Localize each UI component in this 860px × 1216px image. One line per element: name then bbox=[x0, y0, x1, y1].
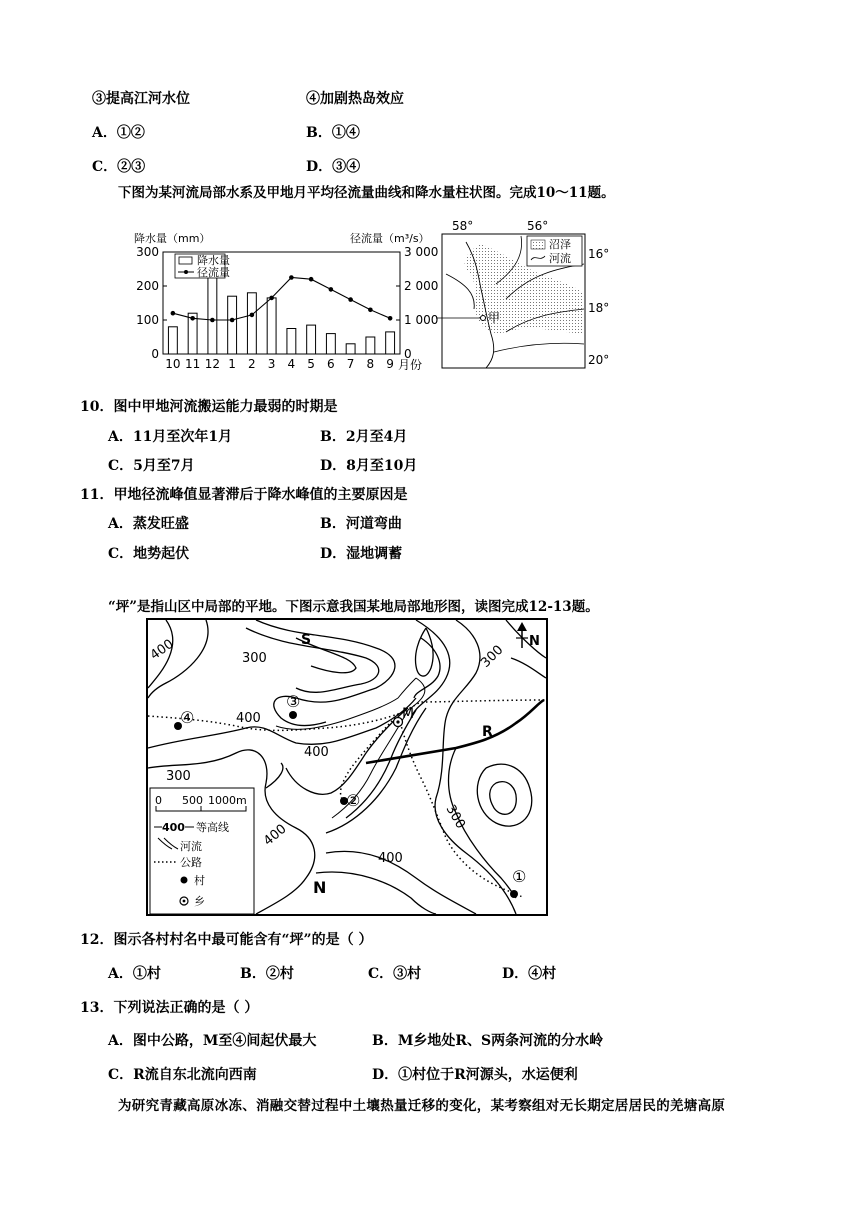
precip-bar bbox=[208, 276, 217, 354]
q13-stem: 13．下列说法正确的是（ ） bbox=[80, 1000, 259, 1016]
q9-option-d: D．③④ bbox=[306, 159, 361, 175]
q11-option-a: A．蒸发旺盛 bbox=[108, 516, 189, 532]
north-label: N bbox=[529, 634, 540, 649]
month-tick-label: 6 bbox=[327, 357, 335, 371]
lat-20: 20° bbox=[588, 353, 610, 367]
precip-bar bbox=[386, 332, 395, 354]
next-passage-line: 为研究青藏高原冰冻、消融交替过程中土壤热量迁移的变化，某考察组对无长期定居居民的羌塘高原 bbox=[118, 1098, 726, 1114]
lat-18: 18° bbox=[588, 301, 610, 315]
legend-precip-label: 降水量 bbox=[197, 254, 230, 267]
q11-stem: 11．甲地径流峰值显著滞后于降水峰值的主要原因是 bbox=[80, 487, 408, 503]
month-tick-label: 7 bbox=[346, 357, 355, 371]
town-M-label: M bbox=[402, 706, 415, 722]
q12-option-c: C．③村 bbox=[368, 966, 422, 982]
legend-village: 村 bbox=[194, 874, 205, 887]
q10-option-b: B．2月至4月 bbox=[320, 429, 408, 445]
q10-option-a: A．11月至次年1月 bbox=[108, 429, 233, 445]
legend-contour: 等高线 bbox=[196, 821, 229, 834]
intro-10-11: 下图为某河流局部水系及甲地月平均径流量曲线和降水量柱状图。完成10～11题。 bbox=[118, 185, 615, 201]
legend-road: 公路 bbox=[180, 856, 202, 869]
left-tick-label: 100 bbox=[136, 313, 159, 327]
q10-stem: 10．图中甲地河流搬运能力最弱的时期是 bbox=[80, 399, 338, 415]
q9-option-c: C．②③ bbox=[92, 159, 146, 175]
option-3-text: ③提高江河水位 bbox=[92, 91, 190, 107]
left-axis-title: 降水量（mm） bbox=[134, 232, 211, 245]
runoff-point bbox=[269, 296, 274, 301]
scale-500: 500 bbox=[182, 794, 203, 807]
contour-400-label: 400 bbox=[147, 636, 177, 664]
legend-river: 河流 bbox=[180, 840, 202, 853]
contour-400-label-5: 400 bbox=[378, 851, 403, 866]
q13-option-c: C．R流自东北流向西南 bbox=[108, 1067, 257, 1083]
runoff-point bbox=[388, 316, 393, 321]
runoff-point bbox=[210, 318, 215, 323]
right-tick-label: 1 000 bbox=[404, 313, 438, 327]
river-system-map bbox=[436, 214, 626, 374]
runoff-point bbox=[368, 308, 373, 313]
precip-bar bbox=[247, 293, 256, 354]
lon-58: 58° bbox=[452, 219, 474, 233]
legend-town: 乡 bbox=[194, 895, 205, 908]
contour-400-label-2: 400 bbox=[236, 711, 261, 726]
right-tick-label: 2 000 bbox=[404, 279, 438, 293]
legend-village-symbol bbox=[181, 877, 188, 884]
runoff-point bbox=[230, 318, 235, 323]
village-3-label: ③ bbox=[286, 692, 301, 711]
option-4-text: ④加剧热岛效应 bbox=[306, 91, 404, 107]
q11-option-c: C．地势起伏 bbox=[108, 546, 190, 562]
runoff-point bbox=[250, 313, 255, 318]
intro-12-13: “坪”是指山区中局部的平地。下图示意我国某地局部地形图，读图完成12-13题。 bbox=[108, 599, 599, 615]
runoff-line bbox=[173, 278, 390, 321]
q11-option-d: D．湿地调蓄 bbox=[320, 546, 403, 562]
runoff-point bbox=[289, 275, 294, 280]
village-4-label: ④ bbox=[180, 708, 195, 727]
precip-bar bbox=[326, 334, 335, 354]
precip-bar bbox=[307, 325, 316, 354]
village-2-label: ② bbox=[346, 791, 361, 810]
q12-option-a: A．①村 bbox=[108, 966, 161, 982]
village-3-dot bbox=[289, 711, 297, 719]
site-jia-marker bbox=[481, 316, 486, 321]
month-axis-label: 月份 bbox=[398, 358, 423, 372]
contour-300-label-2: 300 bbox=[166, 769, 191, 784]
month-tick-label: 2 bbox=[248, 357, 256, 371]
site-jia-label: 甲 bbox=[488, 311, 501, 325]
month-tick-label: 9 bbox=[386, 357, 394, 371]
runoff-point bbox=[171, 311, 176, 316]
contour-300-label: 300 bbox=[242, 651, 267, 666]
month-tick-label: 10 bbox=[165, 357, 181, 371]
month-tick-label: 12 bbox=[204, 357, 221, 371]
q12-stem: 12．图示各村村名中最可能含有“坪”的是（ ） bbox=[80, 932, 373, 948]
topographic-map bbox=[146, 618, 548, 916]
q12-option-d: D．④村 bbox=[502, 966, 557, 982]
legend-contour-value: 400 bbox=[162, 821, 185, 834]
runoff-point bbox=[329, 287, 334, 292]
month-tick-label: 5 bbox=[307, 357, 315, 371]
village-1-dot bbox=[510, 890, 518, 898]
q10-option-c: C．5月至7月 bbox=[108, 458, 195, 474]
q9-option-a: A．①② bbox=[92, 125, 145, 141]
river-R-label: R bbox=[482, 724, 493, 740]
contour-400-label-3: 400 bbox=[304, 745, 329, 760]
scale-0: 0 bbox=[155, 794, 162, 807]
contour-300-label-4: 300 bbox=[478, 642, 507, 671]
q13-option-a: A．图中公路，M至④间起伏最大 bbox=[108, 1033, 317, 1049]
month-tick-label: 11 bbox=[184, 357, 201, 371]
lon-56: 56° bbox=[527, 219, 549, 233]
river-S-label: S bbox=[301, 632, 312, 648]
left-tick-label: 0 bbox=[151, 347, 159, 361]
hill-N-label: N bbox=[313, 878, 327, 897]
scale-1000: 1000m bbox=[208, 794, 247, 807]
month-tick-label: 1 bbox=[228, 357, 236, 371]
month-tick-label: 4 bbox=[287, 357, 296, 371]
chart-legend bbox=[175, 253, 230, 279]
precip-runoff-chart bbox=[128, 226, 438, 376]
precip-bar bbox=[168, 327, 177, 354]
precip-bar bbox=[267, 298, 276, 354]
month-tick-label: 3 bbox=[267, 357, 276, 371]
q13-option-b: B．M乡地处R、S两条河流的分水岭 bbox=[372, 1033, 604, 1049]
village-1-label: ① bbox=[512, 867, 527, 886]
left-tick-label: 200 bbox=[136, 279, 159, 293]
q13-option-d: D．①村位于R河源头，水运便利 bbox=[372, 1067, 578, 1083]
legend-runoff-label: 径流量 bbox=[197, 266, 230, 279]
q11-option-b: B．河道弯曲 bbox=[320, 516, 402, 532]
contour-300-label-3: 300 bbox=[442, 802, 468, 832]
legend-line-swatch bbox=[184, 270, 188, 274]
right-tick-label: 3 000 bbox=[404, 245, 438, 259]
precip-bar bbox=[366, 337, 375, 354]
lat-16: 16° bbox=[588, 247, 610, 261]
contour-400-label-4: 400 bbox=[260, 821, 290, 850]
runoff-point bbox=[309, 277, 314, 282]
legend-bar-swatch bbox=[179, 257, 192, 264]
legend-swamp: 沼泽 bbox=[549, 238, 571, 251]
q9-option-b: B．①④ bbox=[306, 125, 360, 141]
precip-bar bbox=[287, 329, 296, 355]
legend-river: 河流 bbox=[549, 252, 571, 265]
runoff-point bbox=[348, 297, 353, 302]
right-axis-title: 径流量（m³/s） bbox=[350, 232, 430, 245]
q12-option-b: B．②村 bbox=[240, 966, 294, 982]
precip-bar bbox=[346, 344, 355, 354]
precip-bar bbox=[228, 296, 237, 354]
right-tick-label: 0 bbox=[404, 347, 412, 361]
q10-option-d: D．8月至10月 bbox=[320, 458, 418, 474]
legend-swamp-swatch bbox=[531, 240, 545, 249]
left-tick-label: 300 bbox=[136, 245, 159, 259]
topo-legend bbox=[150, 788, 254, 914]
runoff-point bbox=[190, 316, 195, 321]
month-tick-label: 8 bbox=[366, 357, 375, 371]
